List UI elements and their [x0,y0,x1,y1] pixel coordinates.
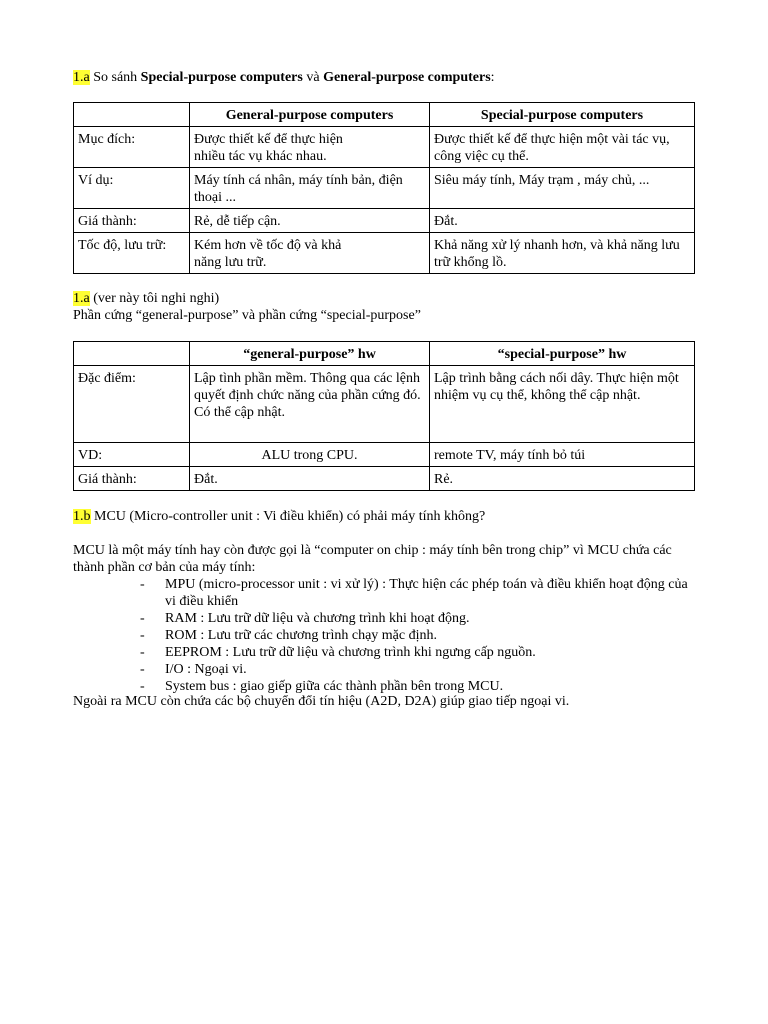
table-cell: Đắt. [190,467,430,491]
table-cell: remote TV, máy tính bỏ túi [430,443,695,467]
table-row [74,168,695,209]
table-cell: Lập trình bằng cách nối dây. Thực hiện một nhiệm vụ cụ thể, không thể cập nhật. [430,366,695,443]
table-header-cell [74,342,190,366]
table-cell: Được thiết kế để thực hiện nhiều tác vụ khác nhau. [190,127,430,168]
table-cell: Được thiết kế để thực hiện một vài tác vụ, công việc cụ thể. [430,127,695,168]
heading-text: : [490,70,495,85]
section-subtitle: Phần cứng “general-purpose” và phần cứng “special-purpose” [73,308,421,323]
list-item: - I/O : Ngoại vi. [140,661,700,678]
list-item: - MPU (micro-processor unit : vi xử lý) : Thực hiện các phép toán và điều khiển hoạt động của vi điều khiển [140,576,700,610]
heading-term: Special-purpose computers [140,70,303,85]
table-cell: Rẻ. [430,467,695,491]
table-row-label: VD: [74,443,190,467]
table-row-label: Đặc điểm: [74,366,190,443]
table-header-cell: Special-purpose computers [430,103,695,127]
table-cell: Đắt. [430,209,695,233]
table-row [74,233,695,274]
table-row-label: Mục đích: [74,127,190,168]
mcu-components-list [140,576,700,695]
heading-term: General-purpose computers [323,70,491,85]
table-row [74,366,695,443]
table-row [74,443,695,467]
heading-text: So sánh [93,70,138,85]
table-header-cell: “special-purpose” hw [430,342,695,366]
comparison-table-computers [73,102,695,274]
table-cell: Rẻ, dễ tiếp cận. [190,209,430,233]
list-item: - EEPROM : Lưu trữ dữ liệu và chương trình khi ngưng cấp nguồn. [140,644,700,661]
table-header-cell [74,103,190,127]
section-number: 1.b [73,509,91,524]
table-cell: ALU trong CPU. [190,443,430,467]
mcu-outro-paragraph: Ngoài ra MCU còn chứa các bộ chuyển đổi tín hiệu (A2D, D2A) giúp giao tiếp ngoại vi. [73,694,570,709]
section-number: 1.a [73,70,90,85]
table-header-row [74,342,695,366]
table-cell: Khả năng xử lý nhanh hơn, và khả năng lưu trữ khổng lồ. [430,233,695,274]
section-number: 1.a [73,291,90,306]
list-item: - RAM : Lưu trữ dữ liệu và chương trình khi hoạt động. [140,610,700,627]
table-header-row [74,103,695,127]
table-row-label: Giá thành: [74,209,190,233]
table-cell: Kém hơn về tốc độ và khả năng lưu trữ. [190,233,430,274]
heading-text: và [306,70,320,85]
table-row [74,127,695,168]
table-header-cell: “general-purpose” hw [190,342,430,366]
table-row [74,209,695,233]
table-header-cell: General-purpose computers [190,103,430,127]
table-row-label: Giá thành: [74,467,190,491]
table-cell: Lập tình phần mềm. Thông qua các lệnh quyết định chức năng của phần cứng đó. Có thể cập nhật. [190,366,430,443]
table-row [74,467,695,491]
table-row-label: Ví dụ: [74,168,190,209]
table-cell: Siêu máy tính, Máy trạm , máy chủ, ... [430,168,695,209]
heading-question: MCU (Micro-controller unit : Vi điều khiển) có phải máy tính không? [94,509,486,524]
section-1b-heading [73,508,703,525]
list-item: - System bus : giao giếp giữa các thành phần bên trong MCU. [140,678,700,695]
heading-note: (ver này tôi nghi nghi) [93,291,220,306]
section-1a-alt-heading [73,290,703,307]
section-1a-heading [73,69,703,86]
mcu-intro-paragraph: MCU là một máy tính hay còn được gọi là “computer on chip : máy tính bên trong chip” vì MCU chứa các thành phần cơ bản của máy tính: [73,543,672,575]
table-cell: Máy tính cá nhân, máy tính bản, điện thoại ... [190,168,430,209]
list-item: - ROM : Lưu trữ các chương trình chạy mặc định. [140,627,700,644]
comparison-table-hardware [73,341,695,491]
table-row-label: Tốc độ, lưu trữ: [74,233,190,274]
